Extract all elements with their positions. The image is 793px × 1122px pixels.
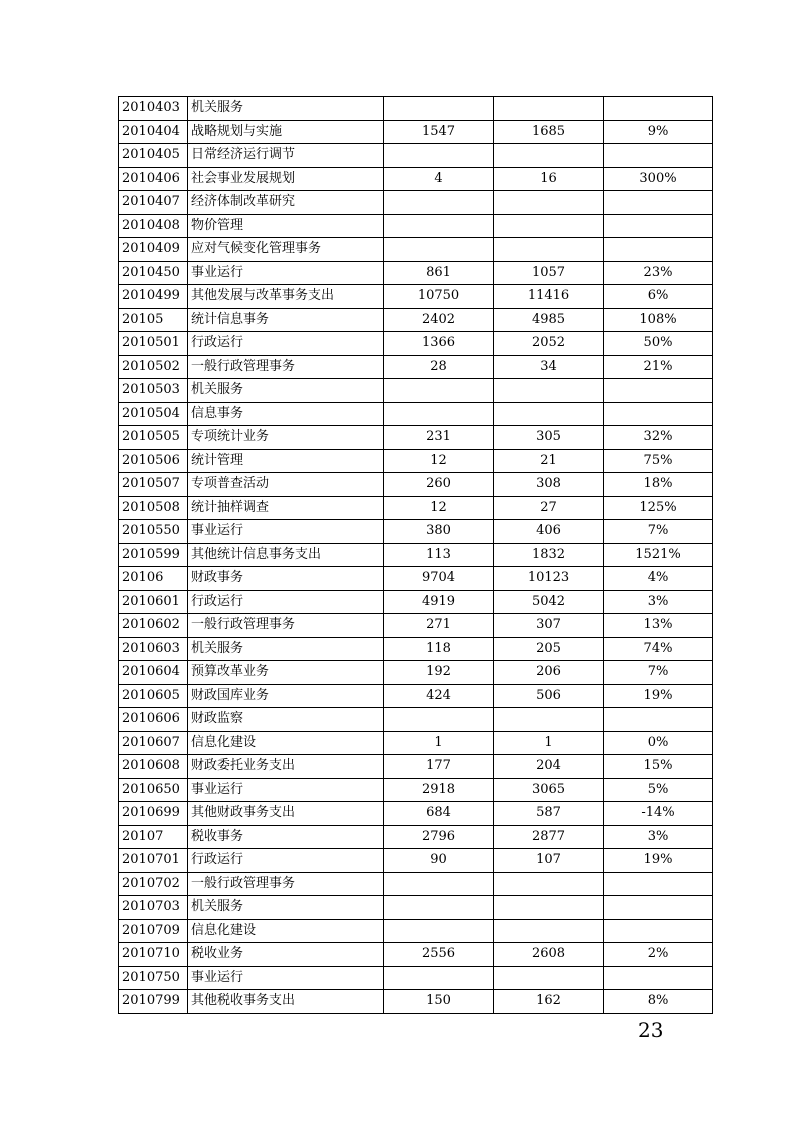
name-cell: 预算改革业务 xyxy=(188,661,384,685)
name-cell: 其他财政事务支出 xyxy=(188,802,384,826)
table-row xyxy=(119,496,713,520)
value-cell-1: 4 xyxy=(384,167,494,191)
value-cell-2 xyxy=(494,919,604,943)
value-cell-1: 2796 xyxy=(384,825,494,849)
table-row xyxy=(119,943,713,967)
percent-cell xyxy=(604,966,713,990)
value-cell-2: 27 xyxy=(494,496,604,520)
table-row xyxy=(119,966,713,990)
value-cell-1: 861 xyxy=(384,261,494,285)
table-row xyxy=(119,590,713,614)
table-row xyxy=(119,849,713,873)
name-cell: 经济体制改革研究 xyxy=(188,191,384,215)
value-cell-2: 506 xyxy=(494,684,604,708)
code-cell: 2010607 xyxy=(119,731,188,755)
percent-cell xyxy=(604,379,713,403)
name-cell: 日常经济运行调节 xyxy=(188,144,384,168)
value-cell-2: 406 xyxy=(494,520,604,544)
code-cell: 2010599 xyxy=(119,543,188,567)
percent-cell: 3% xyxy=(604,590,713,614)
code-cell: 2010799 xyxy=(119,990,188,1014)
table-row xyxy=(119,167,713,191)
value-cell-1: 2402 xyxy=(384,308,494,332)
value-cell-1 xyxy=(384,708,494,732)
code-cell: 2010506 xyxy=(119,449,188,473)
value-cell-2: 206 xyxy=(494,661,604,685)
value-cell-2 xyxy=(494,402,604,426)
code-cell: 2010450 xyxy=(119,261,188,285)
percent-cell: 7% xyxy=(604,661,713,685)
value-cell-1 xyxy=(384,896,494,920)
percent-cell: 5% xyxy=(604,778,713,802)
code-cell: 2010406 xyxy=(119,167,188,191)
name-cell: 机关服务 xyxy=(188,896,384,920)
code-cell: 2010503 xyxy=(119,379,188,403)
percent-cell: 74% xyxy=(604,637,713,661)
percent-cell: 125% xyxy=(604,496,713,520)
code-cell: 2010504 xyxy=(119,402,188,426)
percent-cell: 2% xyxy=(604,943,713,967)
code-cell: 2010501 xyxy=(119,332,188,356)
table-row xyxy=(119,708,713,732)
code-cell: 2010701 xyxy=(119,849,188,873)
table-row xyxy=(119,872,713,896)
code-cell: 2010709 xyxy=(119,919,188,943)
page-number: 23 xyxy=(638,1018,664,1042)
name-cell: 财政委托业务支出 xyxy=(188,755,384,779)
value-cell-1 xyxy=(384,872,494,896)
value-cell-1 xyxy=(384,191,494,215)
table-row xyxy=(119,919,713,943)
table-row xyxy=(119,238,713,262)
table-row xyxy=(119,120,713,144)
percent-cell xyxy=(604,97,713,121)
code-cell: 2010608 xyxy=(119,755,188,779)
code-cell: 2010710 xyxy=(119,943,188,967)
value-cell-1: 118 xyxy=(384,637,494,661)
percent-cell: 3% xyxy=(604,825,713,849)
name-cell: 税收业务 xyxy=(188,943,384,967)
percent-cell: 4% xyxy=(604,567,713,591)
percent-cell: 108% xyxy=(604,308,713,332)
value-cell-1: 9704 xyxy=(384,567,494,591)
value-cell-2: 1685 xyxy=(494,120,604,144)
name-cell: 其他统计信息事务支出 xyxy=(188,543,384,567)
code-cell: 2010604 xyxy=(119,661,188,685)
value-cell-2 xyxy=(494,191,604,215)
table-row xyxy=(119,990,713,1014)
value-cell-2: 204 xyxy=(494,755,604,779)
code-cell: 2010602 xyxy=(119,614,188,638)
code-cell: 2010405 xyxy=(119,144,188,168)
code-cell: 2010409 xyxy=(119,238,188,262)
value-cell-1 xyxy=(384,966,494,990)
table-row xyxy=(119,426,713,450)
percent-cell xyxy=(604,896,713,920)
value-cell-1: 10750 xyxy=(384,285,494,309)
code-cell: 2010550 xyxy=(119,520,188,544)
name-cell: 信息事务 xyxy=(188,402,384,426)
value-cell-1: 177 xyxy=(384,755,494,779)
name-cell: 战略规划与实施 xyxy=(188,120,384,144)
percent-cell: 7% xyxy=(604,520,713,544)
value-cell-2: 11416 xyxy=(494,285,604,309)
code-cell: 2010403 xyxy=(119,97,188,121)
percent-cell xyxy=(604,402,713,426)
table-row xyxy=(119,285,713,309)
value-cell-1: 4919 xyxy=(384,590,494,614)
value-cell-2: 4985 xyxy=(494,308,604,332)
value-cell-1 xyxy=(384,919,494,943)
table-body xyxy=(119,97,713,1014)
percent-cell xyxy=(604,708,713,732)
value-cell-1: 28 xyxy=(384,355,494,379)
value-cell-2: 2052 xyxy=(494,332,604,356)
table-row xyxy=(119,896,713,920)
value-cell-2: 307 xyxy=(494,614,604,638)
value-cell-1: 12 xyxy=(384,449,494,473)
code-cell: 20105 xyxy=(119,308,188,332)
value-cell-1: 380 xyxy=(384,520,494,544)
code-cell: 2010702 xyxy=(119,872,188,896)
table-row xyxy=(119,567,713,591)
value-cell-2: 308 xyxy=(494,473,604,497)
code-cell: 2010502 xyxy=(119,355,188,379)
percent-cell xyxy=(604,919,713,943)
value-cell-2: 162 xyxy=(494,990,604,1014)
table-row xyxy=(119,214,713,238)
percent-cell: 6% xyxy=(604,285,713,309)
value-cell-1 xyxy=(384,238,494,262)
percent-cell: 15% xyxy=(604,755,713,779)
percent-cell: 1521% xyxy=(604,543,713,567)
name-cell: 行政运行 xyxy=(188,590,384,614)
name-cell: 财政国库业务 xyxy=(188,684,384,708)
name-cell: 一般行政管理事务 xyxy=(188,872,384,896)
value-cell-2: 21 xyxy=(494,449,604,473)
table-row xyxy=(119,520,713,544)
name-cell: 事业运行 xyxy=(188,966,384,990)
percent-cell xyxy=(604,238,713,262)
name-cell: 事业运行 xyxy=(188,261,384,285)
name-cell: 信息化建设 xyxy=(188,919,384,943)
value-cell-1 xyxy=(384,144,494,168)
code-cell: 2010499 xyxy=(119,285,188,309)
code-cell: 2010505 xyxy=(119,426,188,450)
value-cell-1: 1547 xyxy=(384,120,494,144)
code-cell: 2010404 xyxy=(119,120,188,144)
value-cell-2 xyxy=(494,896,604,920)
table-row xyxy=(119,778,713,802)
table-row xyxy=(119,355,713,379)
table-row xyxy=(119,449,713,473)
name-cell: 税收事务 xyxy=(188,825,384,849)
table-row xyxy=(119,261,713,285)
value-cell-1: 271 xyxy=(384,614,494,638)
name-cell: 统计抽样调查 xyxy=(188,496,384,520)
name-cell: 行政运行 xyxy=(188,849,384,873)
code-cell: 2010407 xyxy=(119,191,188,215)
value-cell-2 xyxy=(494,379,604,403)
percent-cell: 23% xyxy=(604,261,713,285)
code-cell: 2010750 xyxy=(119,966,188,990)
percent-cell: 9% xyxy=(604,120,713,144)
code-cell: 2010601 xyxy=(119,590,188,614)
value-cell-2: 1 xyxy=(494,731,604,755)
value-cell-2: 107 xyxy=(494,849,604,873)
name-cell: 其他发展与改革事务支出 xyxy=(188,285,384,309)
table-row xyxy=(119,379,713,403)
percent-cell: 13% xyxy=(604,614,713,638)
table-row xyxy=(119,637,713,661)
value-cell-2: 205 xyxy=(494,637,604,661)
percent-cell: 75% xyxy=(604,449,713,473)
percent-cell xyxy=(604,214,713,238)
value-cell-1: 192 xyxy=(384,661,494,685)
value-cell-1: 150 xyxy=(384,990,494,1014)
code-cell: 2010699 xyxy=(119,802,188,826)
name-cell: 社会事业发展规划 xyxy=(188,167,384,191)
value-cell-1 xyxy=(384,97,494,121)
percent-cell xyxy=(604,872,713,896)
name-cell: 物价管理 xyxy=(188,214,384,238)
value-cell-2 xyxy=(494,708,604,732)
value-cell-2: 587 xyxy=(494,802,604,826)
code-cell: 2010606 xyxy=(119,708,188,732)
value-cell-2 xyxy=(494,97,604,121)
percent-cell: 32% xyxy=(604,426,713,450)
value-cell-2: 1057 xyxy=(494,261,604,285)
code-cell: 2010703 xyxy=(119,896,188,920)
table-row xyxy=(119,614,713,638)
table-row xyxy=(119,332,713,356)
table-row xyxy=(119,825,713,849)
value-cell-2 xyxy=(494,144,604,168)
value-cell-1: 1366 xyxy=(384,332,494,356)
value-cell-2 xyxy=(494,966,604,990)
table-row xyxy=(119,473,713,497)
name-cell: 事业运行 xyxy=(188,520,384,544)
name-cell: 专项普查活动 xyxy=(188,473,384,497)
value-cell-2: 16 xyxy=(494,167,604,191)
name-cell: 信息化建设 xyxy=(188,731,384,755)
value-cell-2: 2608 xyxy=(494,943,604,967)
table-row xyxy=(119,661,713,685)
value-cell-1 xyxy=(384,402,494,426)
name-cell: 财政监察 xyxy=(188,708,384,732)
value-cell-2: 2877 xyxy=(494,825,604,849)
percent-cell: 21% xyxy=(604,355,713,379)
name-cell: 统计信息事务 xyxy=(188,308,384,332)
name-cell: 机关服务 xyxy=(188,637,384,661)
value-cell-1: 90 xyxy=(384,849,494,873)
percent-cell: 8% xyxy=(604,990,713,1014)
name-cell: 其他税收事务支出 xyxy=(188,990,384,1014)
percent-cell: 0% xyxy=(604,731,713,755)
code-cell: 20106 xyxy=(119,567,188,591)
code-cell: 2010603 xyxy=(119,637,188,661)
percent-cell: 19% xyxy=(604,684,713,708)
code-cell: 2010508 xyxy=(119,496,188,520)
table-row xyxy=(119,543,713,567)
name-cell: 一般行政管理事务 xyxy=(188,355,384,379)
name-cell: 机关服务 xyxy=(188,97,384,121)
value-cell-2: 305 xyxy=(494,426,604,450)
percent-cell xyxy=(604,144,713,168)
percent-cell: 300% xyxy=(604,167,713,191)
value-cell-2: 3065 xyxy=(494,778,604,802)
table-row xyxy=(119,684,713,708)
value-cell-2 xyxy=(494,214,604,238)
value-cell-1: 260 xyxy=(384,473,494,497)
name-cell: 一般行政管理事务 xyxy=(188,614,384,638)
table-row xyxy=(119,97,713,121)
name-cell: 应对气候变化管理事务 xyxy=(188,238,384,262)
value-cell-1 xyxy=(384,214,494,238)
name-cell: 统计管理 xyxy=(188,449,384,473)
percent-cell xyxy=(604,191,713,215)
percent-cell: 18% xyxy=(604,473,713,497)
percent-cell: 19% xyxy=(604,849,713,873)
name-cell: 财政事务 xyxy=(188,567,384,591)
value-cell-1: 1 xyxy=(384,731,494,755)
code-cell: 2010650 xyxy=(119,778,188,802)
table-row xyxy=(119,802,713,826)
code-cell: 20107 xyxy=(119,825,188,849)
value-cell-1: 684 xyxy=(384,802,494,826)
value-cell-1: 231 xyxy=(384,426,494,450)
value-cell-2: 1832 xyxy=(494,543,604,567)
value-cell-2: 5042 xyxy=(494,590,604,614)
name-cell: 事业运行 xyxy=(188,778,384,802)
table-row xyxy=(119,402,713,426)
table-row xyxy=(119,191,713,215)
code-cell: 2010605 xyxy=(119,684,188,708)
value-cell-2: 34 xyxy=(494,355,604,379)
table-row xyxy=(119,144,713,168)
code-cell: 2010408 xyxy=(119,214,188,238)
value-cell-1: 2918 xyxy=(384,778,494,802)
value-cell-2: 10123 xyxy=(494,567,604,591)
value-cell-2 xyxy=(494,238,604,262)
name-cell: 专项统计业务 xyxy=(188,426,384,450)
table-row xyxy=(119,755,713,779)
budget-table xyxy=(118,96,713,1014)
table-row xyxy=(119,731,713,755)
value-cell-1 xyxy=(384,379,494,403)
value-cell-1: 113 xyxy=(384,543,494,567)
name-cell: 机关服务 xyxy=(188,379,384,403)
percent-cell: 50% xyxy=(604,332,713,356)
name-cell: 行政运行 xyxy=(188,332,384,356)
table-row xyxy=(119,308,713,332)
percent-cell: -14% xyxy=(604,802,713,826)
value-cell-1: 12 xyxy=(384,496,494,520)
value-cell-1: 424 xyxy=(384,684,494,708)
value-cell-2 xyxy=(494,872,604,896)
code-cell: 2010507 xyxy=(119,473,188,497)
value-cell-1: 2556 xyxy=(384,943,494,967)
